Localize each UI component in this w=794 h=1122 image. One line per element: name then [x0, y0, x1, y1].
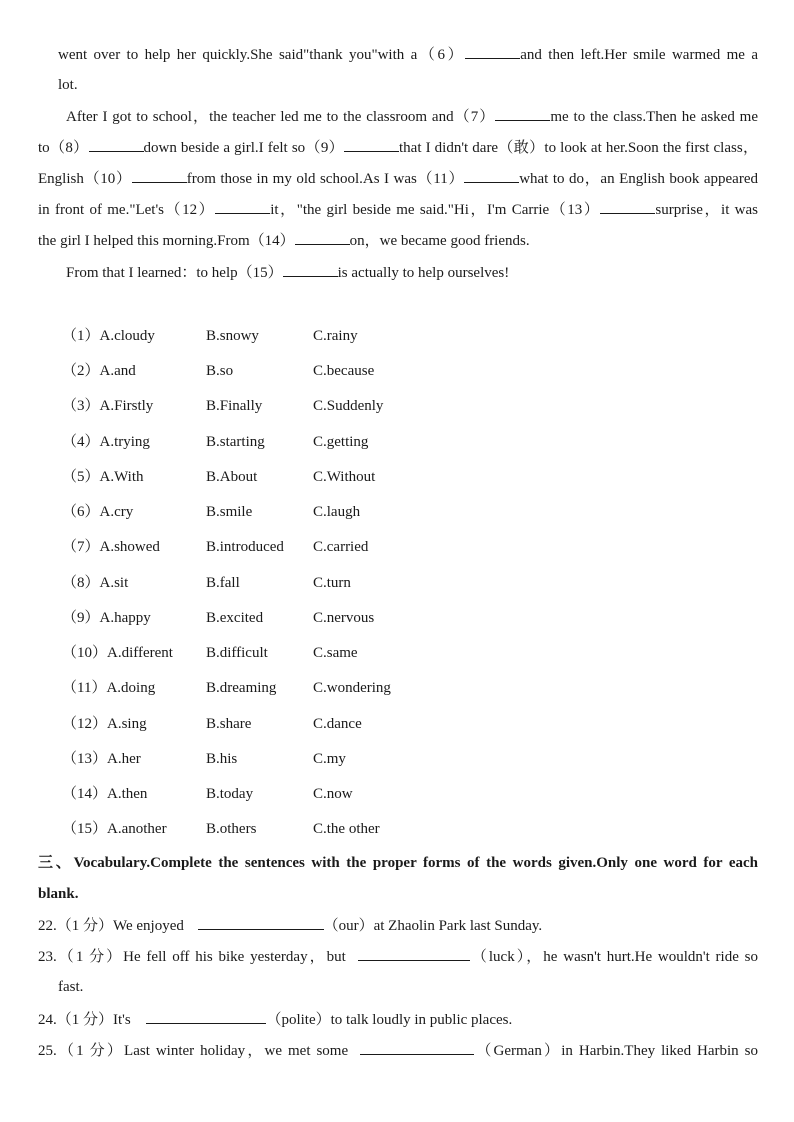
passage-line [38, 199, 758, 220]
section-heading-text: blank. [38, 886, 79, 902]
option-row [62, 608, 462, 628]
option-b[interactable]: B.difficult [206, 645, 268, 661]
option-question: （2）A.and [62, 363, 136, 379]
passage-text: English（10） [38, 171, 132, 187]
passage-text: After I got to school，the teacher led me to the classroom and（7） [66, 109, 496, 125]
option-row [62, 784, 462, 804]
passage-text: From that I learned：to help（15） [66, 265, 283, 281]
section-heading-cont [38, 884, 758, 904]
option-row [62, 749, 462, 769]
passage-line [58, 44, 758, 65]
option-question: （15）A.another [62, 821, 167, 837]
option-c[interactable]: C.carried [313, 539, 369, 555]
option-question: （13）A.her [62, 751, 141, 767]
passage-text: me to the class.Then he asked me [550, 109, 758, 125]
option-c[interactable]: C.the other [313, 821, 380, 837]
passage-line [38, 137, 758, 158]
question-text: 23.（1 分）He fell off his bike yesterday，but [38, 949, 346, 965]
passage-text: and then left.Her smile warmed me a [520, 47, 758, 63]
option-row [62, 678, 462, 698]
blank-24[interactable] [146, 1009, 266, 1024]
blank-11[interactable] [464, 168, 519, 183]
option-b[interactable]: B.introduced [206, 539, 284, 555]
section-heading [38, 853, 758, 873]
passage-text: in front of me."Let's（12） [38, 202, 216, 218]
blank-13[interactable] [600, 199, 655, 214]
passage-line [58, 75, 758, 95]
passage-text: went over to help her quickly.She said"thank you"with a（6） [58, 47, 466, 63]
option-c[interactable]: C.because [313, 363, 375, 379]
option-b[interactable]: B.smile [206, 504, 253, 520]
option-b[interactable]: B.excited [206, 610, 264, 626]
option-c[interactable]: C.same [313, 645, 358, 661]
option-b[interactable]: B.dreaming [206, 680, 277, 696]
option-c[interactable]: C.now [313, 786, 353, 802]
option-row [62, 537, 462, 557]
blank-23[interactable] [358, 946, 470, 961]
passage-line [66, 262, 758, 283]
question-text: （our）at Zhaolin Park last Sunday. [323, 918, 543, 934]
option-c[interactable]: C.Without [313, 469, 376, 485]
option-row [62, 643, 462, 663]
passage-text: to（8） [38, 140, 89, 156]
option-question: （9）A.happy [62, 610, 151, 626]
passage-line [38, 168, 758, 189]
question-text: （luck），he wasn't hurt.He wouldn't ride so [469, 949, 758, 965]
option-row [62, 396, 462, 416]
option-question: （12）A.sing [62, 716, 147, 732]
option-question: （10）A.different [62, 645, 173, 661]
option-question: （4）A.trying [62, 434, 150, 450]
option-c[interactable]: C.Suddenly [313, 398, 384, 414]
option-c[interactable]: C.wondering [313, 680, 391, 696]
option-question: （11）A.doing [62, 680, 156, 696]
passage-text: it，"the girl beside me said."Hi，I'm Carrie（13） [270, 202, 601, 218]
option-c[interactable]: C.turn [313, 575, 351, 591]
passage-text: down beside a girl.I felt so（9） [143, 140, 344, 156]
option-row [62, 432, 462, 452]
option-c[interactable]: C.dance [313, 716, 362, 732]
question-text: 25.（1 分）Last winter holiday，we met some [38, 1043, 349, 1059]
option-b[interactable]: B.share [206, 716, 252, 732]
blank-7[interactable] [495, 106, 550, 121]
blank-8[interactable] [89, 137, 144, 152]
option-c[interactable]: C.my [313, 751, 346, 767]
option-question: （5）A.With [62, 469, 144, 485]
option-question: （6）A.cry [62, 504, 134, 520]
option-row [62, 819, 462, 839]
passage-line [38, 230, 758, 251]
passage-text: from those in my old school.As I was（11） [186, 171, 465, 187]
question-text: （German）in Harbin.They liked Harbin so [474, 1043, 758, 1059]
question-text: 24.（1 分）It's [38, 1012, 131, 1028]
option-question: （14）A.then [62, 786, 148, 802]
question-23-cont [58, 977, 758, 997]
option-row [62, 714, 462, 734]
option-row [62, 361, 462, 381]
option-b[interactable]: B.his [206, 751, 238, 767]
option-row [62, 467, 462, 487]
option-row [62, 573, 462, 593]
question-text: 22.（1 分）We enjoyed [38, 918, 184, 934]
option-row [62, 326, 462, 346]
option-c[interactable]: C.laugh [313, 504, 361, 520]
blank-12[interactable] [215, 199, 270, 214]
question-22 [38, 915, 758, 936]
blank-25[interactable] [360, 1040, 474, 1055]
option-b[interactable]: B.others [206, 821, 257, 837]
option-c[interactable]: C.nervous [313, 610, 375, 626]
blank-10[interactable] [132, 168, 187, 183]
option-question: （8）A.sit [62, 575, 129, 591]
blank-9[interactable] [344, 137, 399, 152]
option-question: （3）A.Firstly [62, 398, 154, 414]
option-b[interactable]: B.so [206, 363, 234, 379]
option-row [62, 502, 462, 522]
passage-text: that I didn't dare（敢）to look at her.Soon the first class， [399, 140, 759, 156]
question-23 [38, 946, 758, 967]
blank-22[interactable] [198, 915, 324, 930]
question-text: （polite）to talk loudly in public places. [266, 1012, 513, 1028]
question-25 [38, 1040, 758, 1061]
passage-line [66, 106, 758, 127]
option-c[interactable]: C.rainy [313, 328, 358, 344]
question-text: fast. [58, 979, 84, 995]
option-question: （1）A.cloudy [62, 328, 155, 344]
option-b[interactable]: B.About [206, 469, 258, 485]
passage-text: is actually to help ourselves! [337, 265, 510, 281]
passage-text: what to do，an English book appeared [519, 171, 758, 187]
option-b[interactable]: B.today [206, 786, 254, 802]
blank-6[interactable] [465, 44, 520, 59]
question-24 [38, 1009, 758, 1030]
option-b[interactable]: B.Finally [206, 398, 263, 414]
passage-text: lot. [58, 77, 78, 93]
blank-14[interactable] [295, 230, 350, 245]
blank-15[interactable] [283, 262, 338, 277]
passage-text: the girl I helped this morning.From（14） [38, 233, 295, 249]
option-b[interactable]: B.snowy [206, 328, 259, 344]
passage-text: on，we became good friends. [349, 233, 530, 249]
option-b[interactable]: B.fall [206, 575, 240, 591]
section-heading-text: 三、Vocabulary.Complete the sentences with the proper forms of the words given.Only one word for each [38, 855, 758, 871]
passage-text: surprise，it was [655, 202, 759, 218]
option-b[interactable]: B.starting [206, 434, 265, 450]
option-question: （7）A.showed [62, 539, 160, 555]
option-c[interactable]: C.getting [313, 434, 369, 450]
